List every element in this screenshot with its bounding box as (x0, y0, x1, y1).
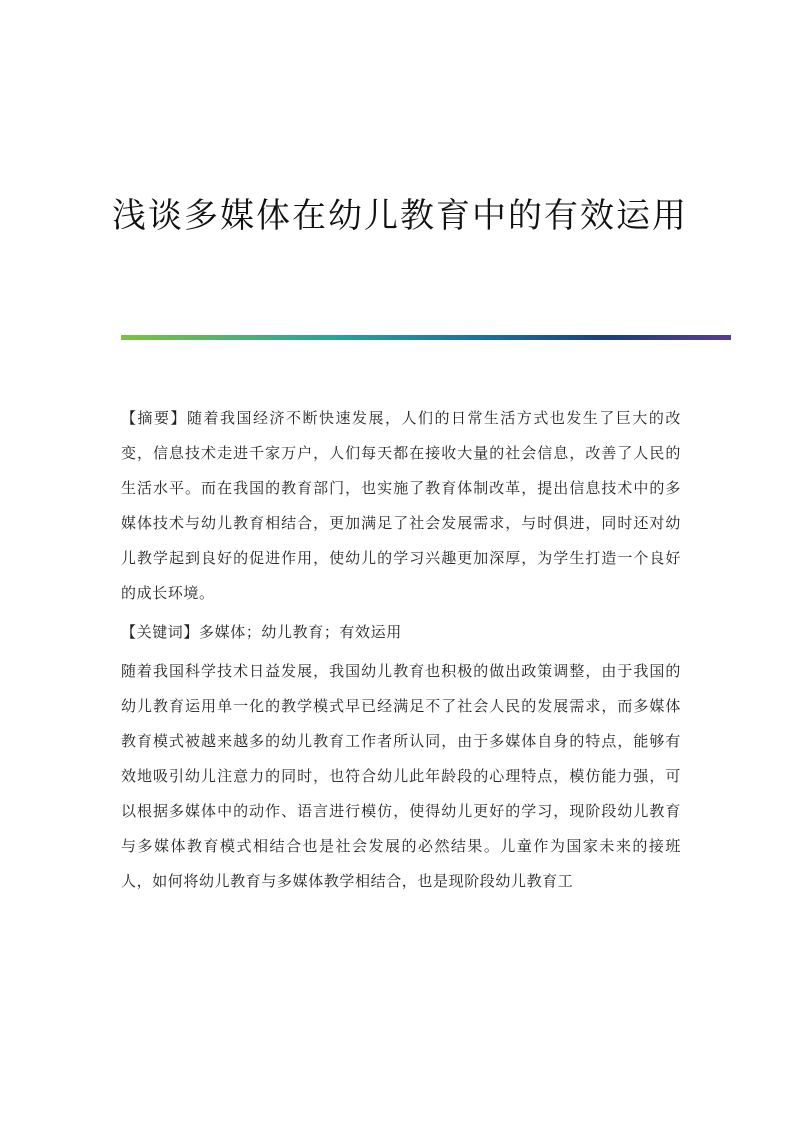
abstract-paragraph (121, 401, 681, 611)
keywords-paragraph (121, 615, 681, 650)
abstract-text: 随着我国经济不断快速发展，人们的日常生活方式也发生了巨大的改变，信息技术走进千家万户，人们每天都在接收大量的社会信息，改善了人民的生活水平。而在我国的教育部门，也实施了教育体制改革，提出信息技术中的多媒体技术与幼儿教育相结合，更加满足了社会发展需求，与时俱进，同时还对幼儿教学起到良好的促进作用，使幼儿的学习兴趣更加深厚，为学生打造一个良好的成长环境。 (121, 409, 681, 602)
title-divider (121, 335, 731, 340)
body-paragraph: 随着我国科学技术日益发展，我国幼儿教育也积极的做出政策调整，由于我国的幼儿教育运用单一化的教学模式早已经满足不了社会人民的发展需求，而多媒体教育模式被越来越多的幼儿教育工作者所认同，由于多媒体自身的特点，能够有效地吸引幼儿注意力的同时，也符合幼儿此年龄段的心理特点，模仿能力强，可以根据多媒体中的动作、语言进行模仿，使得幼儿更好的学习，现阶段幼儿教育与多媒体教育模式相结合也是社会发展的必然结果。儿童作为国家未来的接班人，如何将幼儿教育与多媒体教学相结合，也是现阶段幼儿教育工 (121, 662, 681, 890)
abstract-label: 【摘要】 (121, 409, 187, 427)
document-content (121, 401, 681, 899)
keywords-text: 多媒体；幼儿教育；有效运用 (199, 623, 402, 641)
document-title: 浅谈多媒体在幼儿教育中的有效运用 (112, 196, 688, 236)
keywords-label: 【关键词】 (121, 623, 200, 641)
